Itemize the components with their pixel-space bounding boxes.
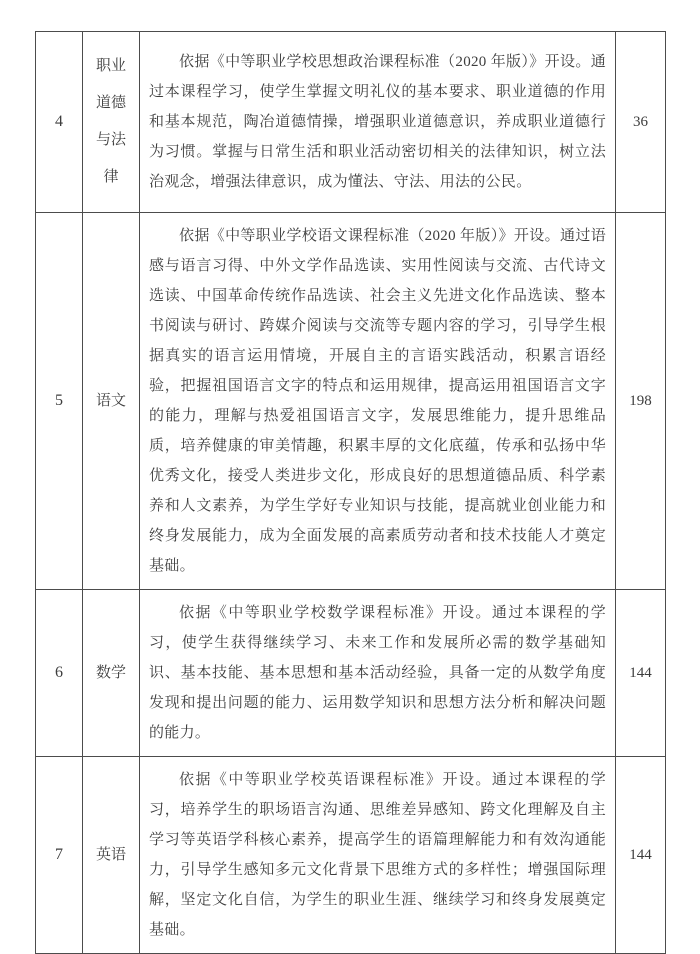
course-description-cell <box>140 757 616 954</box>
course-name-cell: 职业道德与法律 <box>83 32 140 213</box>
row-number-cell: 4 <box>36 32 83 213</box>
table-row <box>36 32 666 213</box>
course-description-text: 依据《中等职业学校思想政治课程标准（2020 年版）》开设。通过本课程学习，使学生掌握文明礼仪的基本要求、职业道德的作用和基本规范，陶冶道德情操，增强职业道德意识，养成职业道德行为习惯。掌握与日常生活和职业活动密切相关的法律知识，树立法治观念，增强法律意识，成为懂法、守法、用法的公民。 <box>149 54 606 190</box>
row-number-cell: 5 <box>36 213 83 590</box>
course-description-cell <box>140 213 616 590</box>
course-description-text: 依据《中等职业学校语文课程标准（2020 年版）》开设。通过语感与语言习得、中外文学作品选读、实用性阅读与交流、古代诗文选读、中国革命传统作品选读、社会主义先进文化作品选读、整本书阅读与研讨、跨媒介阅读与交流等专题内容的学习，引导学生根据真实的语言运用情境，开展自主的言语实践活动，积累言语经验，把握祖国语言文字的特点和运用规律，提高运用祖国语言文字的能力，理解与热爱祖国语言文字，发展思维能力，提升思维品质，培养健康的审美情趣，积累丰厚的文化底蕴，传承和弘扬中华优秀文化，接受人类进步文化，形成良好的思想道德品质、科学素养和人文素养，为学生学好专业知识与技能，提高就业创业能力和终身发展能力，成为全面发展的高素质劳动者和技术技能人才奠定基础。 <box>149 228 606 574</box>
table-row <box>36 757 666 954</box>
course-hours-cell: 36 <box>616 32 666 213</box>
course-hours-cell: 198 <box>616 213 666 590</box>
course-description-cell <box>140 32 616 213</box>
curriculum-table <box>35 31 666 954</box>
course-description-text: 依据《中等职业学校数学课程标准》开设。通过本课程的学习，使学生获得继续学习、未来工作和发展所必需的数学基础知识、基本技能、基本思想和基本活动经验，具备一定的从数学角度发现和提出问题的能力、运用数学知识和思想方法分析和解决问题的能力。 <box>149 605 606 741</box>
table-row <box>36 213 666 590</box>
row-number-cell: 6 <box>36 590 83 757</box>
table-row <box>36 590 666 757</box>
course-hours-cell: 144 <box>616 590 666 757</box>
course-name-cell: 英语 <box>83 757 140 954</box>
course-name-cell: 语文 <box>83 213 140 590</box>
course-description-text: 依据《中等职业学校英语课程标准》开设。通过本课程的学习，培养学生的职场语言沟通、思维差异感知、跨文化理解及自主学习等英语学科核心素养，提高学生的语篇理解能力和有效沟通能力，引导学生感知多元文化背景下思维方式的多样性；增强国际理解，坚定文化自信，为学生的职业生涯、继续学习和终身发展奠定基础。 <box>149 772 606 938</box>
course-description-cell <box>140 590 616 757</box>
course-hours-cell: 144 <box>616 757 666 954</box>
row-number-cell: 7 <box>36 757 83 954</box>
course-name-cell: 数学 <box>83 590 140 757</box>
